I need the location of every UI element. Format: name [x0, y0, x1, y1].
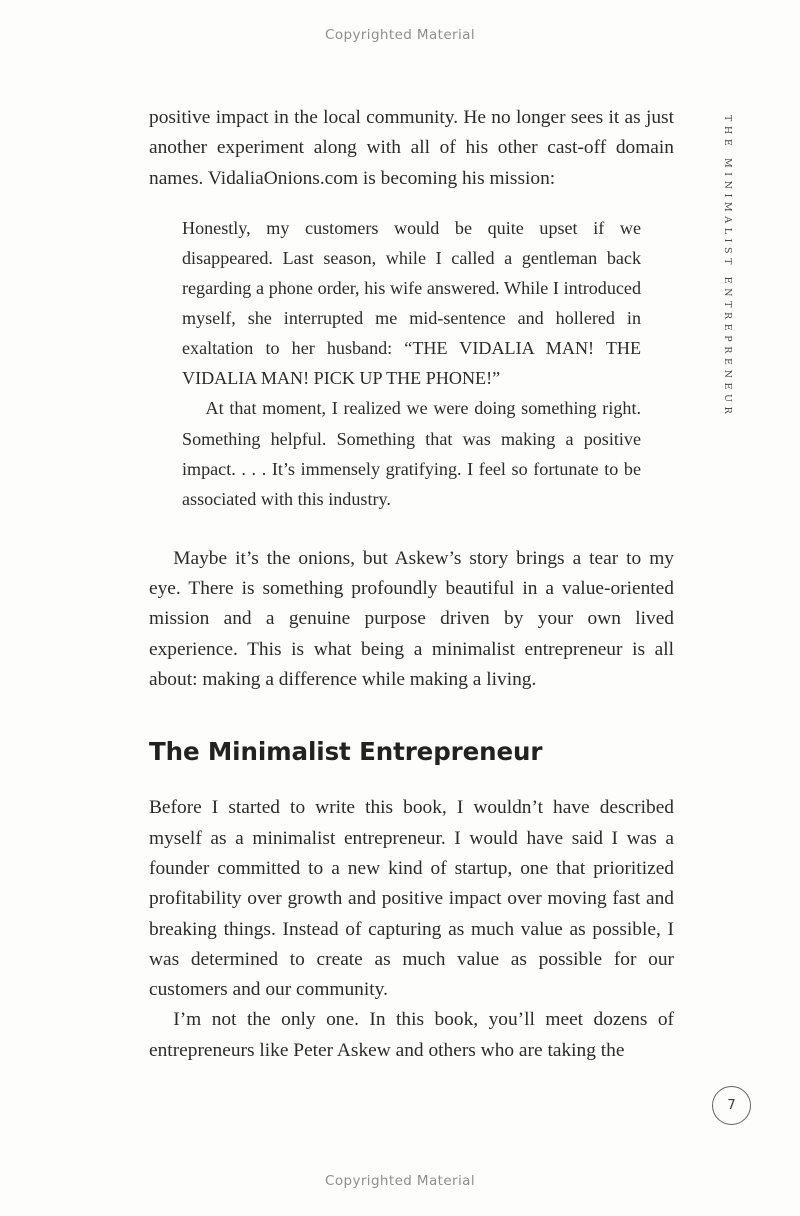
page-number: 7: [727, 1098, 736, 1113]
spacer-after-blockquote: [149, 514, 674, 544]
paragraph-continued: positive impact in the local community. He no longer sees it as just another experiment along with all of his other cast-off domain names. VidaliaOnions.com is becoming his mission:: [149, 107, 674, 189]
blockquote: [149, 213, 641, 514]
paragraph-section-1: Before I started to write this book, I wouldn’t have described myself as a minimalist entrepreneur. I would have said I was a founder committed to a new kind of startup, one that prioritized profitability over growth and positive impact over moving fast and breaking things. Instead of capturing as much value as possible, I was determined to create as much value as possible for our customers and our community.: [149, 797, 674, 1001]
page-number-badge: [712, 1086, 751, 1125]
blockquote-paragraph-1: Honestly, my customers would be quite upset if we disappeared. Last season, while I called a gentleman back regarding a phone order, his wife answered. While I introduced myself, she interrupted me mid-sentence and hollered in exaltation to her husband: “THE VIDALIA MAN! THE VIDALIA MAN! PICK UP THE PHONE!”: [182, 217, 641, 389]
text-column: [149, 103, 674, 1066]
blockquote-paragraph-2: At that moment, I realized we were doing something right. Something helpful. Something that was making a positive impact. . . . It’s immensely gratifying. I feel so fortunate to be associated with this industry.: [182, 398, 641, 509]
paragraph-after-blockquote: Maybe it’s the onions, but Askew’s story brings a tear to my eye. There is something profoundly beautiful in a value-oriented mission and a genuine purpose driven by your own lived experience. This is what being a minimalist entrepreneur is all about: making a difference while making a living.: [149, 547, 674, 691]
copyright-watermark-top: Copyrighted Material: [325, 27, 475, 43]
spacer-before-blockquote: [149, 194, 674, 213]
section-heading: The Minimalist Entrepreneur: [149, 737, 543, 767]
copyright-watermark-bottom: Copyrighted Material: [325, 1173, 475, 1189]
paragraph-section-2: I’m not the only one. In this book, you’ll meet dozens of entrepreneurs like Peter Askew and others who are taking the: [149, 1009, 674, 1061]
spacer-before-heading: [149, 695, 674, 737]
running-head-vertical: THE MINIMALIST ENTREPRENEUR: [722, 115, 733, 419]
spacer-after-heading: [149, 767, 674, 793]
